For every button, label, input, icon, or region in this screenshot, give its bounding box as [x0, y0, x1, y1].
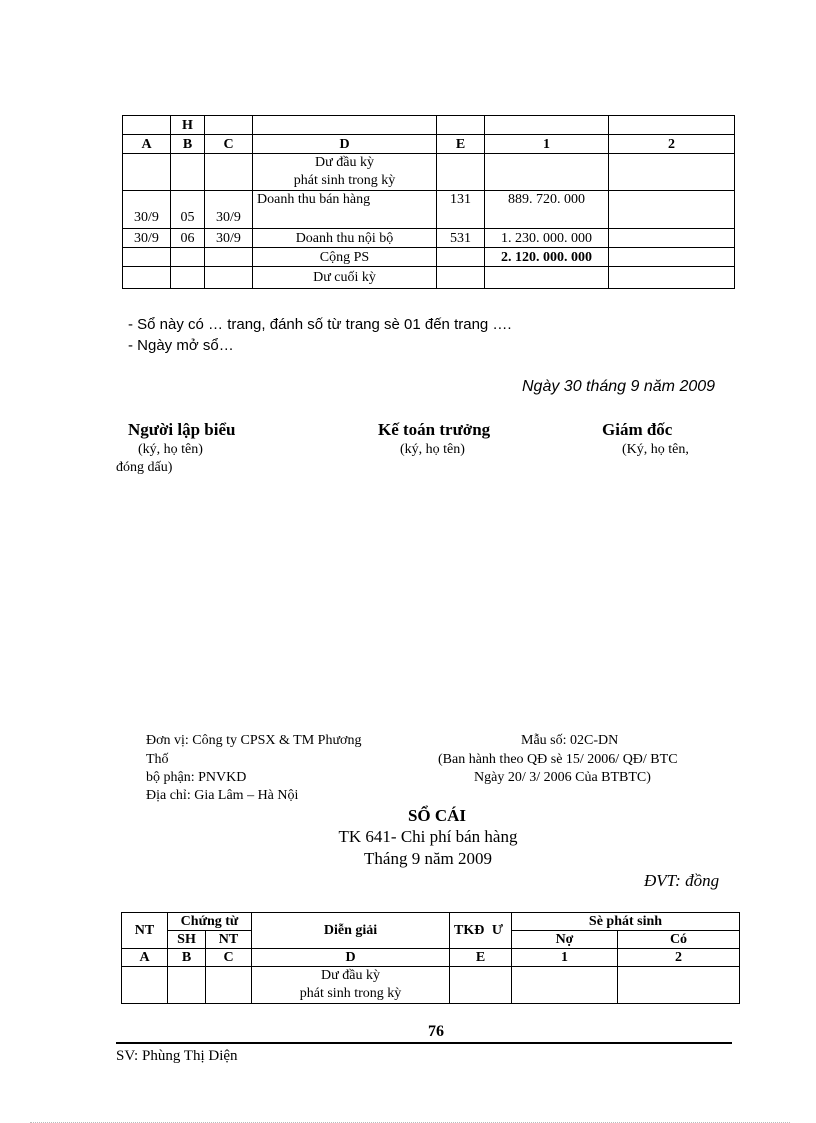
- company-address: Địa chỉ: Gia Lâm – Hà Nội: [146, 788, 299, 803]
- cell: B: [171, 135, 205, 154]
- col-voucher: Chứng từ: [168, 913, 252, 931]
- cell: 131: [437, 191, 485, 229]
- cell: 2: [618, 949, 740, 967]
- cell: C: [205, 135, 253, 154]
- cell: [253, 116, 437, 135]
- cell: Doanh thu bán hàng: [253, 191, 437, 229]
- note-open-date: - Ngày mở sổ…: [128, 337, 234, 354]
- footer-rule: [116, 1042, 732, 1044]
- cell: Cộng PS: [253, 248, 437, 267]
- cell: E: [437, 135, 485, 154]
- form-number: Mẫu số: 02C-DN: [521, 733, 619, 748]
- cell: [485, 116, 609, 135]
- header-row-2: [123, 135, 735, 154]
- cell: 1: [512, 949, 618, 967]
- cell: [485, 267, 609, 289]
- cell: [437, 116, 485, 135]
- accountant-title: Kế toán trưởng: [378, 420, 491, 439]
- cell: [437, 154, 485, 191]
- cell: 30/9: [205, 191, 253, 229]
- cell: H: [171, 116, 205, 135]
- company-unit: Đơn vị: Công ty CPSX & TM Phương: [146, 733, 362, 748]
- cell: D: [252, 949, 450, 967]
- cell: [205, 248, 253, 267]
- cell: [609, 248, 735, 267]
- cell: [168, 967, 206, 1004]
- ledger-table-top: [122, 115, 735, 289]
- cell: 2: [609, 135, 735, 154]
- ledger-unit: ĐVT: đồng: [644, 871, 720, 890]
- accountant-note: (ký, họ tên): [400, 442, 465, 457]
- cell: [205, 154, 253, 191]
- col-tkdu: TKĐ Ư: [450, 913, 512, 949]
- form-issued-date: Ngày 20/ 3/ 2006 Của BTBTC): [474, 770, 651, 785]
- col-nt: NT: [122, 913, 168, 949]
- cell: [122, 967, 168, 1004]
- desc-line: Dư đầu kỳ: [315, 155, 374, 170]
- cell: [609, 116, 735, 135]
- ledger-account: TK 641- Chi phí bán hàng: [338, 827, 518, 846]
- cell: 1: [485, 135, 609, 154]
- preparer-note: (ký, họ tên): [138, 442, 203, 457]
- cell: [253, 154, 437, 191]
- cell: 1. 230. 000. 000: [485, 229, 609, 248]
- cell: 889. 720. 000: [485, 191, 609, 229]
- cell: 30/9: [205, 229, 253, 248]
- cell: [123, 116, 171, 135]
- col-desc: Diễn giải: [252, 913, 450, 949]
- date-line: Ngày 30 tháng 9 năm 2009: [522, 378, 716, 395]
- col-arising: Sè phát sinh: [512, 913, 740, 931]
- director-title: Giám đốc: [602, 420, 673, 439]
- cell: B: [168, 949, 206, 967]
- desc-line: Dư đầu kỳ: [321, 968, 380, 983]
- cell: [252, 967, 450, 1004]
- table-row: [123, 267, 735, 289]
- cell: 2. 120. 000. 000: [485, 248, 609, 267]
- cell: [450, 967, 512, 1004]
- cell: [437, 267, 485, 289]
- cell: [609, 267, 735, 289]
- ledger-period: Tháng 9 năm 2009: [364, 849, 492, 868]
- company-dept: bộ phận: PNVKD: [146, 770, 247, 785]
- cell: D: [253, 135, 437, 154]
- cell: A: [123, 135, 171, 154]
- cell: [205, 116, 253, 135]
- cell: [618, 967, 740, 1004]
- cell: A: [122, 949, 168, 967]
- desc-line: phát sinh trong kỳ: [293, 173, 396, 188]
- cell: [171, 154, 205, 191]
- cell: [171, 248, 205, 267]
- cell: [485, 154, 609, 191]
- cell: C: [206, 949, 252, 967]
- cell: Doanh thu nội bộ: [253, 229, 437, 248]
- cell: 06: [171, 229, 205, 248]
- col-credit: Có: [618, 931, 740, 949]
- cell: [206, 967, 252, 1004]
- desc-line: phát sinh trong kỳ: [299, 986, 402, 1001]
- table-row: [123, 248, 735, 267]
- col-sh: SH: [168, 931, 206, 949]
- cell: E: [450, 949, 512, 967]
- student-name: SV: Phùng Thị Diện: [116, 1048, 238, 1064]
- cell: 30/9: [123, 191, 171, 229]
- cell: [437, 248, 485, 267]
- table-row: [122, 967, 740, 1004]
- cell: 05: [171, 191, 205, 229]
- header-row-1: [123, 116, 735, 135]
- director-note-cont: đóng dấu): [116, 460, 173, 475]
- cell: [123, 267, 171, 289]
- cell: 531: [437, 229, 485, 248]
- col-nt2: NT: [206, 931, 252, 949]
- cell: [609, 191, 735, 229]
- director-note: (Ký, họ tên,: [622, 442, 689, 457]
- cell: [123, 154, 171, 191]
- preparer-title: Người lập biểu: [128, 420, 236, 439]
- cell: [609, 229, 735, 248]
- cell: [512, 967, 618, 1004]
- cell: [171, 267, 205, 289]
- ledger-title: SỔ CÁI: [407, 806, 467, 825]
- cell: Dư cuối kỳ: [253, 267, 437, 289]
- table-row: [123, 191, 735, 229]
- form-issued: (Ban hành theo QĐ sè 15/ 2006/ QĐ/ BTC: [438, 752, 678, 767]
- table-row: [123, 154, 735, 191]
- letter-row: [122, 949, 740, 967]
- note-pages: - Sổ này có … trang, đánh số từ trang sè 01 đến trang ….: [128, 316, 512, 333]
- table-row: [123, 229, 735, 248]
- cell: [205, 267, 253, 289]
- cell: 30/9: [123, 229, 171, 248]
- page-number: 76: [428, 1023, 444, 1040]
- col-debit: Nợ: [512, 931, 618, 949]
- cell: [609, 154, 735, 191]
- company-unit-cont: Thố: [146, 752, 169, 767]
- cell: [123, 248, 171, 267]
- ledger-table-bottom: [121, 912, 740, 1004]
